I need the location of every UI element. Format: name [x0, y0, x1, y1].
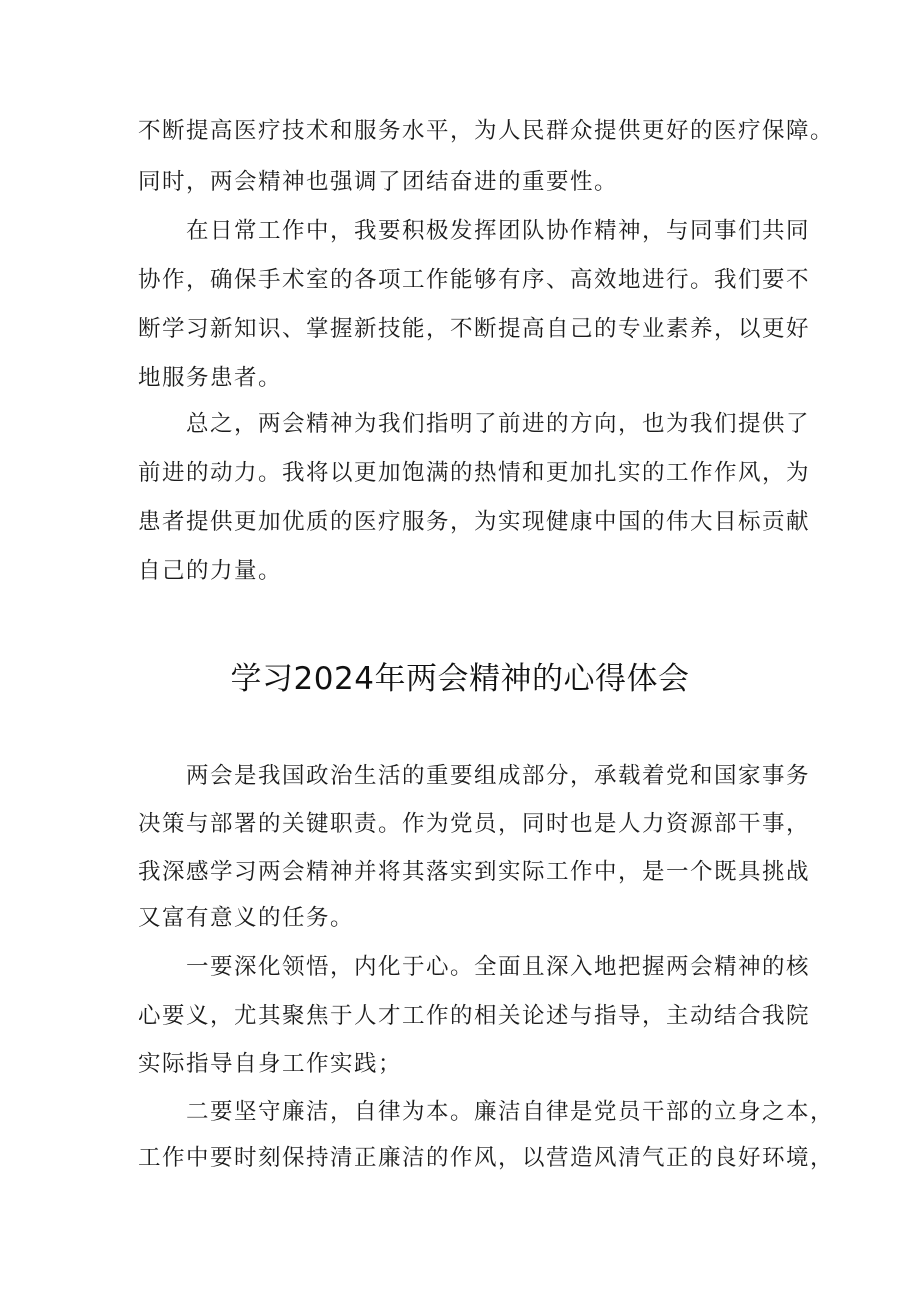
paragraph-line: 在日常工作中，我要积极发挥团队协作精神，与同事们共同	[186, 218, 811, 244]
paragraph-line: 不断提高医疗技术和服务水平，为人民群众提供更好的医疗保障。	[138, 118, 835, 144]
paragraph-line: 前进的动力。我将以更加饱满的热情和更加扎实的工作作风，为	[138, 460, 811, 486]
paragraph-line: 我深感学习两会精神并将其落实到实际工作中，是一个既具挑战	[138, 859, 811, 885]
paragraph-line: 工作中要时刻保持清正廉洁的作风，以营造风清气正的良好环境，	[138, 1145, 835, 1171]
paragraph-line: 自己的力量。	[138, 558, 283, 584]
paragraph-line: 两会是我国政治生活的重要组成部分，承载着党和国家事务	[186, 763, 811, 789]
paragraph-line: 总之，两会精神为我们指明了前进的方向，也为我们提供了	[186, 411, 811, 437]
paragraph-line: 又富有意义的任务。	[138, 905, 355, 931]
paragraph-line: 二要坚守廉洁，自律为本。廉洁自律是党员干部的立身之本，	[186, 1099, 835, 1125]
paragraph-line: 地服务患者。	[138, 365, 283, 391]
paragraph-line: 一要深化领悟，内化于心。全面且深入地把握两会精神的核	[186, 954, 811, 980]
article-title: 学习2024年两会精神的心得体会	[230, 661, 690, 697]
paragraph-line: 患者提供更加优质的医疗服务，为实现健康中国的伟大目标贡献	[138, 509, 811, 535]
paragraph-line: 心要义，尤其聚焦于人才工作的相关论述与指导，主动结合我院	[138, 1003, 811, 1029]
paragraph-line: 实际指导自身工作实践；	[138, 1051, 403, 1077]
paragraph-line: 决策与部署的关键职责。作为党员，同时也是人力资源部干事，	[138, 811, 811, 837]
paragraph-line: 断学习新知识、掌握新技能，不断提高自己的专业素养，以更好	[138, 316, 811, 342]
paragraph-line: 协作，确保手术室的各项工作能够有序、高效地进行。我们要不	[138, 267, 811, 293]
paragraph-line: 同时，两会精神也强调了团结奋进的重要性。	[138, 169, 619, 195]
